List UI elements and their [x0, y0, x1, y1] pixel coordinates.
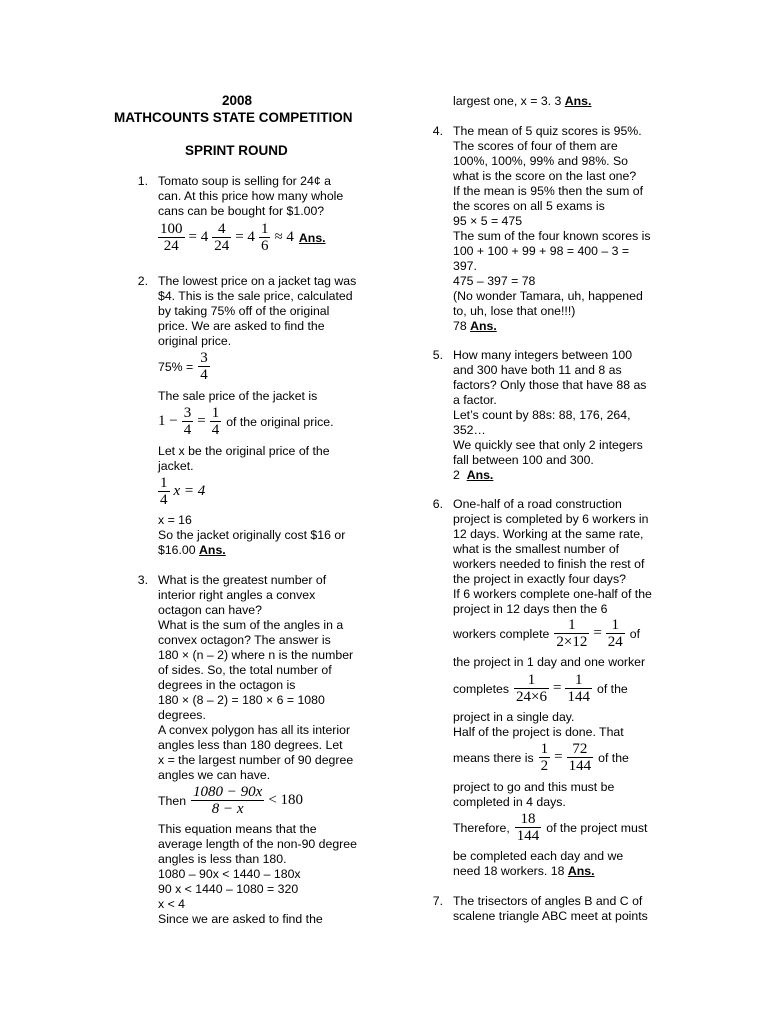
problem-text: 180 × (8 – 2) = 180 × 6 = 1080	[158, 693, 325, 707]
problem-text: The scores of four of them are	[453, 139, 618, 153]
problem-text: 100%, 100%, 99% and 98%. So	[453, 154, 629, 168]
problem-text: the project in exactly four days?	[453, 572, 626, 586]
fraction: $\frac{1}{4}$	[160, 475, 168, 508]
problem-text: x = 16	[158, 513, 192, 527]
fraction: $\frac{18}{144}$	[516, 811, 540, 844]
fraction: $\frac{1080 - 90x}{8 - x}$	[193, 784, 263, 817]
problem-text: (No wonder Tamara, uh, happened	[453, 289, 643, 303]
equation: workers complete $\frac{1}{2\times 12}$ = $\frac{1}{24}$ of	[453, 617, 641, 650]
problem-text: 90 x < 1440 – 1080 = 320	[158, 882, 299, 896]
problem-text: the scores on all 5 exams is	[453, 199, 605, 213]
equation: $\frac{100}{24}$ = 4 $\frac{4}{24}$ = 4 $\frac{1}{6}$ ≈ 4 Ans.	[160, 221, 326, 254]
problem-text: The trisectors of angles B and C of	[453, 894, 643, 908]
problem-text: to, uh, lose that one!!!)	[453, 304, 576, 318]
problem-text: what is the score on the last one?	[453, 169, 637, 183]
problem-text: price. We are asked to find the	[158, 319, 325, 333]
problem-text: If the mean is 95% then the sum of	[453, 184, 644, 198]
problem-text: project is completed by 6 workers in	[453, 512, 649, 526]
fraction: $\frac{100}{24}$	[160, 221, 183, 254]
problem-text: How many integers between 100	[453, 348, 633, 362]
fraction: $\frac{3}{4}$	[183, 405, 192, 438]
problem-text: 12 days. Working at the same rate,	[453, 527, 644, 541]
problem-text: If 6 workers complete one-half of the	[453, 587, 652, 601]
round-title: SPRINT ROUND	[185, 143, 288, 158]
fraction: $\frac{1}{4}$	[211, 405, 220, 438]
equation: Therefore, $\frac{18}{144}$ of the project must	[453, 811, 648, 844]
problem-text: original price.	[158, 334, 232, 348]
problem-text: workers needed to finish the rest of	[453, 557, 645, 571]
problem-number: 4.	[432, 124, 443, 138]
problem-number: 6.	[432, 497, 443, 511]
answer-label: Ans.	[470, 319, 497, 333]
problem-text: 2 Ans.	[453, 468, 494, 482]
equation: $\frac{1}{4}$ x = 4	[160, 475, 206, 508]
problem-text: scalene triangle ABC meet at points	[453, 909, 648, 923]
problem-text: What is the greatest number of	[158, 573, 327, 587]
fraction: $\frac{4}{24}$	[214, 221, 230, 254]
answer-label: Ans.	[564, 94, 592, 108]
problem-text: The sum of the four known scores is	[453, 229, 651, 243]
problem-text: So the jacket originally cost $16 or	[158, 528, 346, 542]
problem-text: 180 × (n – 2) where n is the number	[158, 648, 354, 662]
problem-text: need 18 workers. 18 Ans.	[453, 864, 595, 878]
equation: completes $\frac{1}{24\times 6}$ = $\frac{1}{144}$ of the	[453, 672, 628, 705]
equation: Then $\frac{1080 - 90x}{8 - x}$ < 180	[158, 784, 304, 817]
problem-text: can. At this price how many whole	[158, 189, 344, 203]
problem-text: Since we are asked to find the	[158, 912, 323, 926]
problem-text: We quickly see that only 2 integers	[453, 438, 643, 452]
problem-text: degrees in the octagon is	[158, 678, 296, 692]
problem-text: 100 + 100 + 99 + 98 = 400 – 3 =	[453, 244, 630, 258]
fraction: $\frac{72}{144}$	[568, 741, 592, 774]
problem-text: of sides. So, the total number of	[158, 663, 332, 677]
problem-text: fall between 100 and 300.	[453, 453, 594, 467]
problem-text: The lowest price on a jacket tag was	[158, 274, 357, 288]
problem-text: $16.00 Ans.	[158, 543, 226, 557]
problem-text: x = the largest number of 90 degree	[158, 753, 354, 767]
equation: 75% = $\frac{3}{4}$	[158, 350, 208, 383]
problem-text: 397.	[453, 259, 477, 273]
problem-text: 95 × 5 = 475	[453, 214, 523, 228]
problem-3-continued: largest one, x = 3. 3 Ans.	[453, 94, 592, 108]
problem-text: 1080 – 90x < 1440 – 180x	[158, 867, 301, 881]
answer-label: Ans.	[298, 230, 326, 245]
fraction: $\frac{1}{24}$	[607, 617, 623, 650]
problem-number: 3.	[137, 573, 148, 587]
fraction: $\frac{1}{6}$	[260, 221, 269, 254]
problem-text: Let’s count by 88s: 88, 176, 264,	[453, 408, 631, 422]
fraction: $\frac{1}{2}$	[540, 741, 549, 774]
problem-text: be completed each day and we	[453, 849, 624, 863]
problem-text: interior right angles a convex	[158, 588, 316, 602]
problem-number: 7.	[432, 894, 443, 908]
problem-text: One-half of a road construction	[453, 497, 622, 511]
answer-label: Ans.	[199, 543, 226, 557]
problem-text: angles is less than 180.	[158, 852, 287, 866]
equation: means there is $\frac{1}{2}$ = $\frac{72}{144}$ of the	[453, 741, 629, 774]
problem-text: 352…	[453, 423, 486, 437]
fraction: $\frac{1}{2\times 12}$	[556, 617, 588, 650]
problem-text: octagon can have?	[158, 603, 262, 617]
problem-text: what is the smallest number of	[453, 542, 620, 556]
problem-text: 475 – 397 = 78	[453, 274, 536, 288]
equation: 1 − $\frac{3}{4}$ = $\frac{1}{4}$ of the original price.	[158, 405, 334, 438]
page-title: MATHCOUNTS STATE COMPETITION	[114, 110, 353, 125]
problem-text: What is the sum of the angles in a	[158, 618, 344, 632]
problem-text: project in 12 days then the 6	[453, 602, 608, 616]
problem-text: completed in 4 days.	[453, 795, 566, 809]
problem-text: Half of the project is done. That	[453, 725, 624, 739]
problem-text: Let x be the original price of the	[158, 444, 330, 458]
problem-text: the project in 1 day and one worker	[453, 655, 646, 669]
problem-text: project to go and this must be	[453, 780, 615, 794]
fraction: $\frac{3}{4}$	[200, 350, 208, 383]
problem-text: angles less than 180 degrees. Let	[158, 738, 343, 752]
problem-text: Tomato soup is selling for 24¢ a	[158, 174, 331, 188]
problem-text: convex octagon? The answer is	[158, 633, 331, 647]
problem-text: x < 4	[158, 897, 186, 911]
problem-text: The mean of 5 quiz scores is 95%.	[453, 124, 642, 138]
problem-text: A convex polygon has all its interior	[158, 723, 351, 737]
page-year: 2008	[222, 93, 253, 108]
fraction: $\frac{1}{24\times 6}$	[516, 672, 548, 705]
problem-text: average length of the non-90 degree	[158, 837, 357, 851]
problem-text: by taking 75% off of the original	[158, 304, 330, 318]
problem-text: factors? Only those that have 88 as	[453, 378, 647, 392]
problem-number: 2.	[137, 274, 148, 288]
problem-text: jacket.	[158, 459, 194, 473]
problem-text: a factor.	[453, 393, 497, 407]
problem-number: 1.	[137, 174, 148, 188]
problem-text: project in a single day.	[453, 710, 575, 724]
answer-label: Ans.	[466, 468, 494, 482]
problem-text: degrees.	[158, 708, 206, 722]
fraction: $\frac{1}{144}$	[567, 672, 590, 705]
problem-text: The sale price of the jacket is	[158, 389, 318, 403]
answer-label: Ans.	[567, 864, 595, 878]
problem-number: 5.	[432, 348, 443, 362]
problem-text: cans can be bought for $1.00?	[158, 204, 325, 218]
problem-text: 78 Ans.	[453, 319, 497, 333]
problem-text: $4. This is the sale price, calculated	[158, 289, 353, 303]
problem-text: angles we can have.	[158, 768, 271, 782]
problem-text: and 300 have both 11 and 8 as	[453, 363, 622, 377]
problem-text: This equation means that the	[158, 822, 317, 836]
